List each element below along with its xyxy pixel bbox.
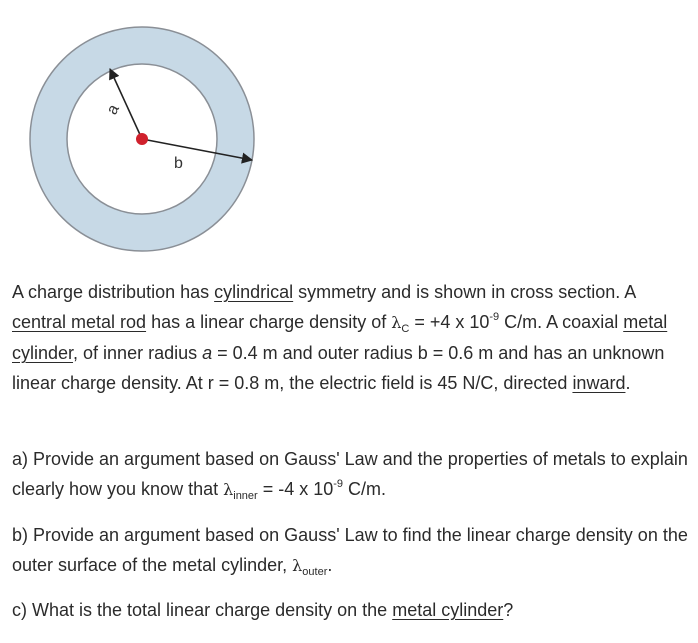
intro-text: . [625,373,631,393]
question-b-text: . [327,555,333,575]
cylinder-cross-section-diagram [0,0,300,275]
intro-text: has a linear charge density of [146,312,392,332]
lambda-symbol: λ [223,480,234,499]
problem-statement [12,277,692,398]
intro-text: = +4 x 10 [409,312,490,332]
question-c [12,595,692,625]
label-a: a [103,101,123,118]
intro-text: symmetry and is shown in cross section. A [293,282,636,302]
question-c-text: c) What is the total linear charge density on the [12,600,393,620]
link-inward[interactable]: inward [572,373,626,393]
subscript-c: C [401,323,410,335]
central-rod-dot [136,133,148,145]
subscript-inner: inner [233,490,258,502]
exponent: -9 [489,311,500,323]
intro-text: A charge distribution has [12,282,215,302]
question-b [12,520,692,581]
lambda-symbol: λ [292,556,303,575]
variable-a: a [202,343,213,363]
question-a-text: = -4 x 10 [257,479,334,499]
link-metal-cylinder[interactable]: metal cylinder [392,600,504,620]
exponent: -9 [333,478,344,490]
question-a [12,444,692,505]
question-c-text: ? [503,600,514,620]
link-central-metal-rod[interactable]: central metal rod [12,312,147,332]
intro-text: = 0.4 m and outer radius b = 0.6 m and has an unknown linear charge density. At r = 0.8 m, the electric field is 45 N/C, directed [12,343,665,393]
link-metal-cylinder[interactable]: metal cylinder [12,312,668,363]
lambda-symbol: λ [391,313,402,332]
intro-text: , of inner radius [73,343,203,363]
question-a-text: a) Provide an argument based on Gauss' Law and the properties of metals to explain clearly how you know that [12,449,688,499]
subscript-outer: outer [302,566,328,578]
link-cylindrical[interactable]: cylindrical [214,282,294,302]
question-a-text: C/m. [343,479,387,499]
label-b: b [174,155,183,172]
question-b-text: b) Provide an argument based on Gauss' Law to find the linear charge density on the outer surface of the metal cylinder, [12,525,688,575]
intro-text: C/m. A coaxial [499,312,624,332]
